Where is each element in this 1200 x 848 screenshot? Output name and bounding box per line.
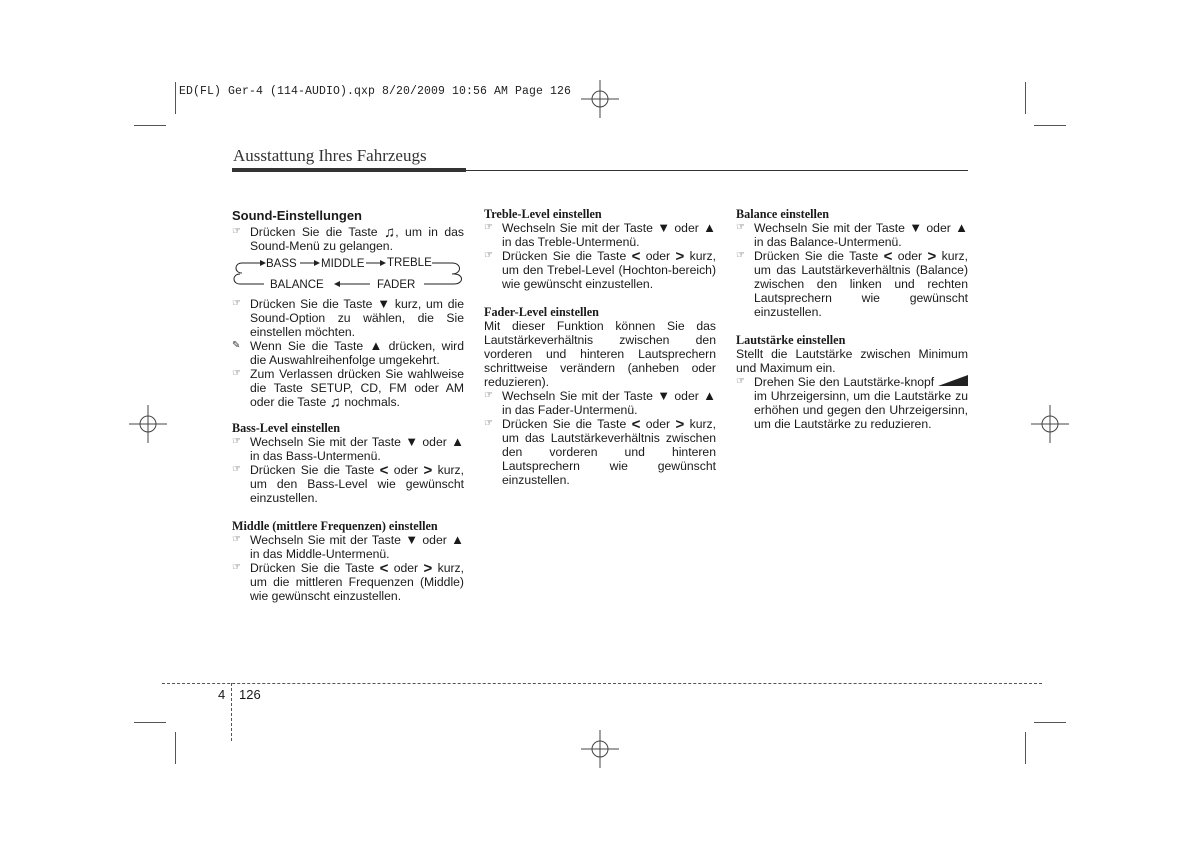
column-middle [484, 207, 716, 487]
pointing-hand-icon: ☞ [736, 376, 745, 387]
registration-mark-icon [129, 405, 167, 443]
right-chevron-icon: > [927, 248, 937, 265]
music-note-icon: ♫ [383, 224, 396, 241]
heading-middle-level: Middle (mittlere Frequenzen) einstellen [232, 519, 438, 533]
registration-mark-icon [581, 80, 619, 118]
left-chevron-icon: < [379, 560, 389, 577]
heading-treble-level: Treble-Level einstellen [484, 207, 602, 221]
down-triangle-icon: ▼ [657, 220, 671, 235]
list-item: ☞ Drücken Sie die Taste < oder > kurz, um das Lautstärkeverhältnis zwischen den vorderen und hinteren Lautsprechern wie gewünscht einzustellen. [484, 416, 717, 487]
crop-mark [134, 125, 166, 126]
print-slug: ED(FL) Ger-4 (114-AUDIO).qxp 8/20/2009 10:56 AM Page 126 [179, 85, 572, 98]
music-note-icon: ♫ [329, 394, 341, 411]
left-chevron-icon: < [631, 416, 641, 433]
left-chevron-icon: < [631, 248, 641, 265]
footer-rule [162, 683, 1042, 684]
column-left [232, 207, 464, 603]
pointing-hand-icon: ☞ [232, 368, 241, 379]
up-triangle-icon: ▲ [703, 388, 716, 403]
list-item: ☞ Drücken Sie die Taste < oder > kurz, um das Lautstärkeverhältnis (Balance) zwischen den linken und rechten Lautsprechern wie gewünscht einzustellen. [736, 248, 969, 319]
list-item: ☞ Zum Verlassen drücken Sie wahlweise die Taste SETUP, CD, FM oder AM oder die Taste ♫ nochmals. [232, 367, 464, 411]
heading-fader-level: Fader-Level einstellen [484, 305, 599, 319]
volume-wedge-icon [938, 375, 968, 387]
up-triangle-icon: ▲ [955, 220, 968, 235]
down-triangle-icon: ▼ [405, 434, 419, 449]
left-chevron-icon: < [883, 248, 893, 265]
heading-sound-settings: Sound-Einstellungen [232, 208, 362, 223]
crop-mark [175, 82, 176, 114]
pointing-hand-icon: ☞ [736, 250, 745, 261]
right-chevron-icon: > [675, 248, 685, 265]
fader-paragraph: Mit dieser Funktion können Sie das Lautstärkeverhältnis zwischen den vorderen und hinteren Lautsprechern schrittweise verändern (anheben oder reduzieren). [484, 319, 716, 389]
diagram-label-balance: BALANCE [270, 279, 324, 291]
up-triangle-icon: ▲ [451, 532, 464, 547]
pointing-hand-icon: ☞ [232, 226, 241, 237]
sound-menu-diagram [232, 257, 464, 291]
pointing-hand-icon: ☞ [484, 390, 493, 401]
footer-divider [231, 683, 232, 741]
list-item: ☞ Drücken Sie die Taste < oder > kurz, um den Bass-Level wie gewünscht einzustellen. [232, 462, 465, 505]
list-item: ☞ Drehen Sie den Lautstärke-knopf im Uhrzeigersinn, um die Lautstärke zu erhöhen und gegen den Uhrzeigersinn, um die Lautstärke zu reduzieren. [736, 375, 968, 431]
down-triangle-icon: ▼ [405, 532, 419, 547]
list-item: ☞ Drücken Sie die Taste ▼ kurz, um die Sound-Option zu wählen, die Sie einstellen möchten. [232, 296, 464, 339]
down-triangle-icon: ▼ [377, 296, 391, 311]
chapter-number: 4 [218, 687, 226, 702]
volume-paragraph: Stellt die Lautstärke zwischen Minimum und Maximum ein. [736, 347, 968, 375]
diagram-label-middle: MIDDLE [321, 258, 365, 270]
pointing-hand-icon: ☞ [484, 250, 493, 261]
registration-mark-icon [1031, 405, 1069, 443]
pointing-hand-icon: ☞ [232, 298, 241, 309]
crop-mark [134, 722, 166, 723]
pointing-hand-icon: ☞ [484, 418, 493, 429]
column-right [736, 207, 968, 431]
pointing-hand-icon: ☞ [232, 562, 241, 573]
crop-mark [175, 732, 176, 764]
list-item: ☞ Wechseln Sie mit der Taste ▼ oder ▲ in das Middle-Untermenü. [232, 532, 464, 561]
pointing-hand-icon: ☞ [484, 222, 493, 233]
diagram-label-treble: TREBLE [387, 257, 432, 269]
pointing-hand-icon: ☞ [232, 464, 241, 475]
left-chevron-icon: < [379, 462, 389, 479]
heading-volume: Lautstärke einstellen [736, 333, 846, 347]
header-rule-thick [232, 168, 466, 172]
list-item: ☞ Drücken Sie die Taste ♫, um in das Sound-Menü zu gelangen. [232, 224, 465, 253]
pointing-hand-icon: ☞ [232, 534, 241, 545]
diagram-label-bass: BASS [266, 258, 297, 270]
down-triangle-icon: ▼ [909, 220, 923, 235]
diagram-label-fader: FADER [377, 279, 416, 291]
pointing-hand-icon: ☞ [736, 222, 745, 233]
list-item: ☞ Wechseln Sie mit der Taste ▼ oder ▲ in das Bass-Untermenü. [232, 434, 464, 463]
list-item: ☞ Wechseln Sie mit der Taste ▼ oder ▲ in das Treble-Untermenü. [484, 220, 716, 249]
right-chevron-icon: > [423, 462, 433, 479]
heading-balance: Balance einstellen [736, 207, 830, 221]
list-item: ☞ Wechseln Sie mit der Taste ▼ oder ▲ in das Balance-Untermenü. [736, 220, 968, 249]
up-triangle-icon: ▲ [451, 434, 464, 449]
crop-mark [1034, 722, 1066, 723]
down-triangle-icon: ▼ [657, 388, 671, 403]
page-number: 126 [239, 687, 261, 702]
right-chevron-icon: > [675, 416, 685, 433]
crop-mark [1025, 82, 1026, 114]
list-item: ☞ Drücken Sie die Taste < oder > kurz, um die mittleren Frequenzen (Middle) wie gewünscht einzustellen. [232, 560, 465, 603]
up-triangle-icon: ▲ [369, 338, 383, 353]
header-rule-thin [466, 170, 968, 171]
list-item: ✎ Wenn Sie die Taste ▲ drücken, wird die Auswahlreihenfolge umgekehrt. [232, 338, 465, 367]
right-chevron-icon: > [423, 560, 433, 577]
list-item: ☞ Wechseln Sie mit der Taste ▼ oder ▲ in das Fader-Untermenü. [484, 388, 716, 417]
up-triangle-icon: ▲ [703, 220, 716, 235]
crop-mark [1034, 125, 1066, 126]
pointing-hand-icon: ☞ [232, 436, 241, 447]
heading-bass-level: Bass-Level einstellen [232, 421, 340, 435]
section-title: Ausstattung Ihres Fahrzeugs [233, 146, 427, 165]
registration-mark-icon [581, 730, 619, 768]
crop-mark [1025, 732, 1026, 764]
note-pencil-icon: ✎ [232, 340, 241, 351]
list-item: ☞ Drücken Sie die Taste < oder > kurz, um den Trebel-Level (Hochton-bereich) wie gewünscht einzustellen. [484, 248, 717, 291]
